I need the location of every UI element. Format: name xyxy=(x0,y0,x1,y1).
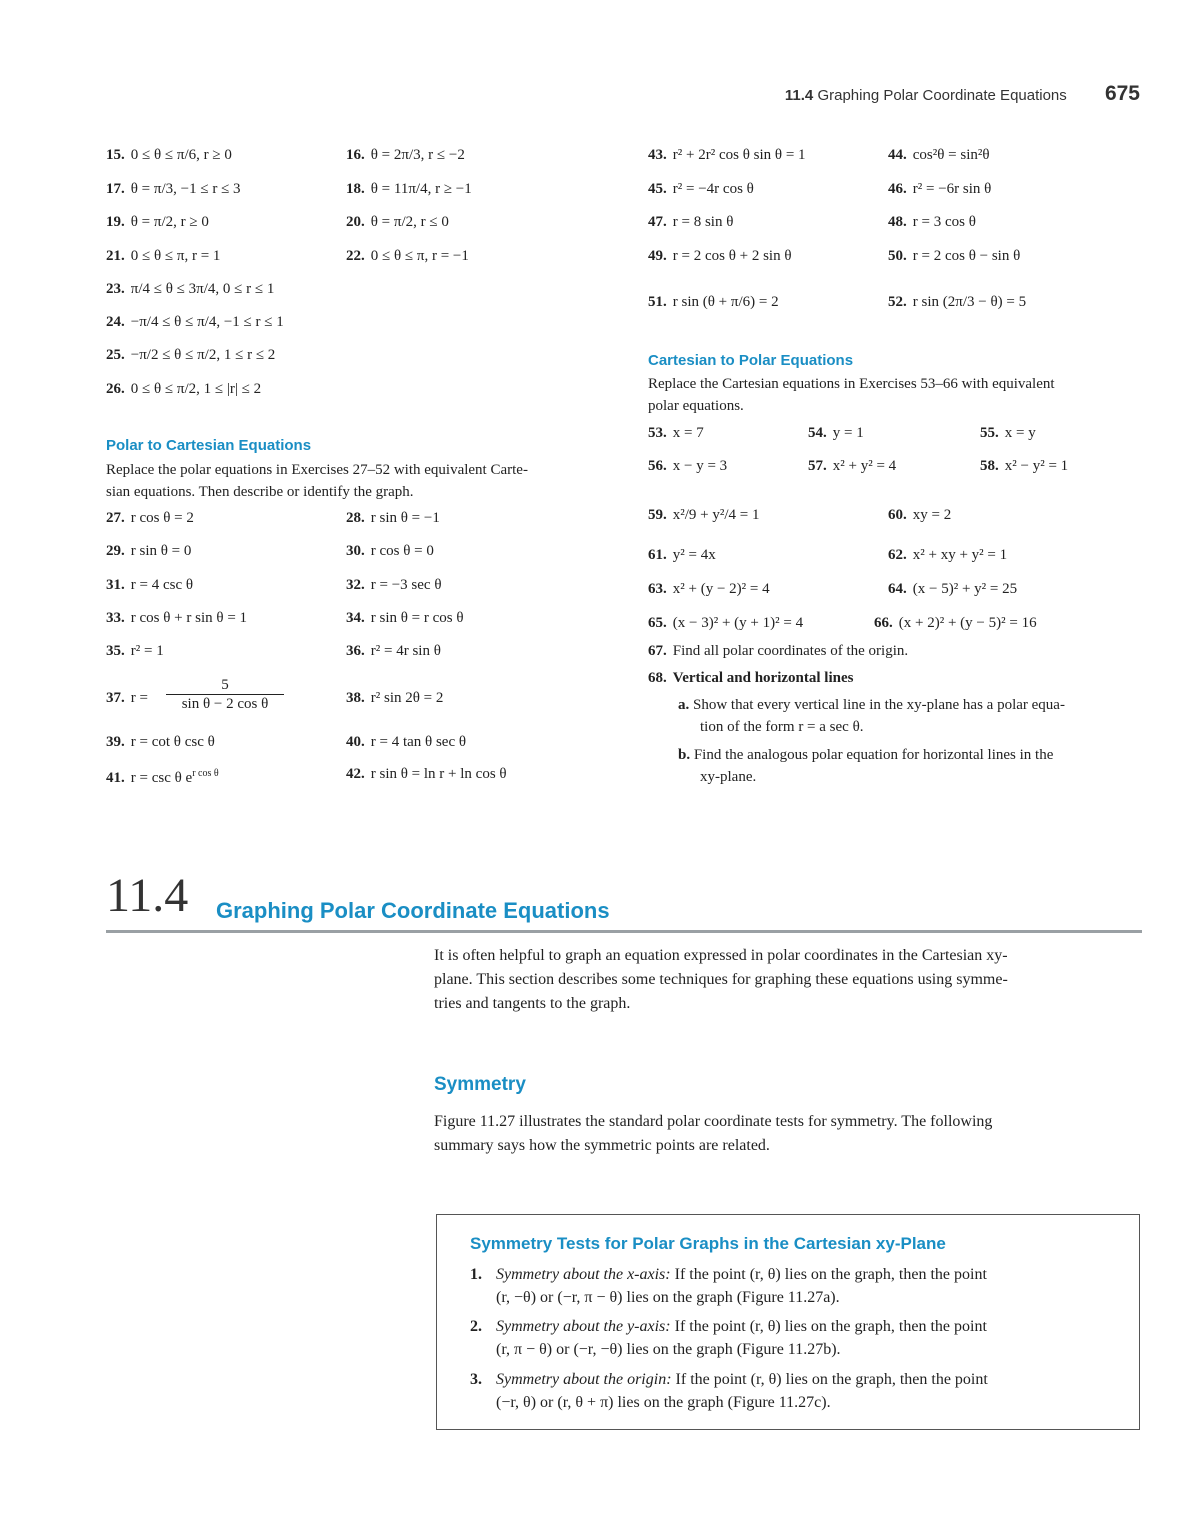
exercise-38: 38. r² sin 2θ = 2 xyxy=(346,690,444,706)
fraction-numerator: 5 xyxy=(221,677,229,693)
exercise-58: 58. x² − y² = 1 xyxy=(980,458,1069,474)
exercise-31: 31. r = 4 csc θ xyxy=(106,577,194,593)
symmetry-tests-title: Symmetry Tests for Polar Graphs in the Cartesian xy-Plane xyxy=(470,1234,946,1253)
exercise-46: 46. r² = −6r sin θ xyxy=(888,181,992,197)
exercise-17: 17. θ = π/3, −1 ≤ r ≤ 3 xyxy=(106,181,241,197)
symmetry-text: Figure 11.27 illustrates the standard polar coordinate tests for symmetry. The following summary says how the symmetric points are related. xyxy=(434,1113,993,1154)
exercise-25: 25. −π/2 ≤ θ ≤ π/2, 1 ≤ r ≤ 2 xyxy=(106,347,276,363)
exercise-50: 50. r = 2 cos θ − sin θ xyxy=(888,248,1021,264)
fraction-denominator: sin θ − 2 cos θ xyxy=(166,694,284,713)
exercise-57: 57. x² + y² = 4 xyxy=(808,458,897,474)
exercise-44: 44. cos²θ = sin²θ xyxy=(888,147,990,163)
header-section-number: 11.4 xyxy=(784,87,814,104)
part-label: a. xyxy=(678,697,690,713)
exercise-28: 28. r sin θ = −1 xyxy=(346,510,440,526)
exercise-36: 36. r² = 4r sin θ xyxy=(346,643,441,659)
exercise-33: 33. r cos θ + r sin θ = 1 xyxy=(106,610,248,626)
exercise-20: 20. θ = π/2, r ≤ 0 xyxy=(346,214,449,230)
exercise-67: 67. Find all polar coordinates of the origin. xyxy=(648,643,909,659)
part-label: b. xyxy=(678,747,691,763)
exercise-55: 55. x = y xyxy=(980,425,1036,441)
exercise-51: 51. r sin (θ + π/6) = 2 xyxy=(648,294,779,310)
page-number: 675 xyxy=(1104,82,1140,105)
exercise-40: 40. r = 4 tan θ sec θ xyxy=(346,734,467,750)
exercise-52: 52. r sin (2π/3 − θ) = 5 xyxy=(888,294,1027,310)
section-rule xyxy=(106,930,1142,933)
exercise-47: 47. r = 8 sin θ xyxy=(648,214,734,230)
section-number: 11.4 xyxy=(106,869,189,922)
exercise-16: 16. θ = 2π/3, r ≤ −2 xyxy=(346,147,465,163)
exercise-35: 35. r² = 1 xyxy=(106,643,164,659)
exercise-42: 42. r sin θ = ln r + ln cos θ xyxy=(346,766,507,782)
exercise-15: 15. 0 ≤ θ ≤ π/6, r ≥ 0 xyxy=(106,147,232,163)
section-intro: It is often helpful to graph an equation expressed in polar coordinates in the Cartesian xy- plane. This section describes some techniques for graphing these equations using symme- tries and tangents to the graph. xyxy=(434,947,1008,1012)
exercise-63: 63. x² + (y − 2)² = 4 xyxy=(648,581,770,597)
exercise-39: 39. r = cot θ csc θ xyxy=(106,734,215,750)
exercise-60: 60. xy = 2 xyxy=(888,507,952,523)
exercise-23: 23. π/4 ≤ θ ≤ 3π/4, 0 ≤ r ≤ 1 xyxy=(106,281,275,297)
exercise-43: 43. r² + 2r² cos θ sin θ = 1 xyxy=(648,147,806,163)
symmetry-heading: Symmetry xyxy=(434,1074,526,1095)
exercise-32: 32. r = −3 sec θ xyxy=(346,577,442,593)
exercise-19: 19. θ = π/2, r ≥ 0 xyxy=(106,214,209,230)
exercise-45: 45. r² = −4r cos θ xyxy=(648,181,754,197)
symmetry-test-x-axis: 1. Symmetry about the x-axis: If the point (r, θ) lies on the graph, then the point (r, −θ) or (−r, π − θ) lies on the graph (Figure 11.27a). xyxy=(470,1266,987,1306)
symmetry-test-y-axis: 2. Symmetry about the y-axis: If the point (r, θ) lies on the graph, then the point (r, π − θ) or (−r, −θ) lies on the graph (Figure 11.27b). xyxy=(470,1318,987,1358)
exercise-27: 27. r cos θ = 2 xyxy=(106,510,194,526)
exercise-65: 65. (x − 3)² + (y + 1)² = 4 xyxy=(648,615,804,631)
exercise-30: 30. r cos θ = 0 xyxy=(346,543,434,559)
exercise-59: 59. x²/9 + y²/4 = 1 xyxy=(648,507,760,523)
exercise-41: 41. r = csc θ $e^{r cos \theta}$ xyxy=(106,768,219,786)
exercise-26: 26. 0 ≤ θ ≤ π/2, 1 ≤ |r| ≤ 2 xyxy=(106,381,262,397)
cartesian-to-polar-heading: Cartesian to Polar Equations xyxy=(648,352,854,369)
exercise-66: 66. (x + 2)² + (y − 5)² = 16 xyxy=(874,615,1037,631)
running-header xyxy=(785,82,1140,106)
header-title: Graphing Polar Coordinate Equations xyxy=(817,87,1067,104)
exercise-56: 56. x − y = 3 xyxy=(648,458,728,474)
polar-to-cartesian-intro: Replace the polar equations in Exercises 27–52 with equivalent Carte- sian equations. Then describe or identify the graph. xyxy=(106,462,528,500)
exercise-61: 61. y² = 4x xyxy=(648,547,716,563)
exercise-34: 34. r sin θ = r cos θ xyxy=(346,610,464,626)
exercise-48: 48. r = 3 cos θ xyxy=(888,214,976,230)
exercise-22: 22. 0 ≤ θ ≤ π, r = −1 xyxy=(346,248,469,264)
exercise-37-fraction xyxy=(166,676,284,713)
cartesian-to-polar-intro: Replace the Cartesian equations in Exercises 53–66 with equivalent polar equations. xyxy=(648,376,1055,414)
exercise-24: 24. −π/4 ≤ θ ≤ π/4, −1 ≤ r ≤ 1 xyxy=(106,314,284,330)
exercise-49: 49. r = 2 cos θ + 2 sin θ xyxy=(648,248,792,264)
exercise-53: 53. x = 7 xyxy=(648,425,704,441)
polar-to-cartesian-heading: Polar to Cartesian Equations xyxy=(106,437,312,454)
exercise-54: 54. y = 1 xyxy=(808,425,864,441)
exercise-68b: b. Find the analogous polar equation for horizontal lines in the xy-plane. xyxy=(678,747,1054,785)
section-title: Graphing Polar Coordinate Equations xyxy=(216,898,610,923)
exercise-68: 68. Vertical and horizontal lines xyxy=(648,670,854,686)
exercise-37: 37. r = xyxy=(106,690,148,706)
exercise-21: 21. 0 ≤ θ ≤ π, r = 1 xyxy=(106,248,221,264)
exercise-62: 62. x² + xy + y² = 1 xyxy=(888,547,1008,563)
exercise-68a: a. Show that every vertical line in the xy-plane has a polar equa- tion of the form r = a sec θ. xyxy=(678,697,1065,735)
exercise-64: 64. (x − 5)² + y² = 25 xyxy=(888,581,1018,597)
exercise-29: 29. r sin θ = 0 xyxy=(106,543,192,559)
exercise-18: 18. θ = 11π/4, r ≥ −1 xyxy=(346,181,472,197)
symmetry-test-origin: 3. Symmetry about the origin: If the point (r, θ) lies on the graph, then the point (−r, θ) or (r, θ + π) lies on the graph (Figure 11.27c). xyxy=(470,1371,988,1411)
